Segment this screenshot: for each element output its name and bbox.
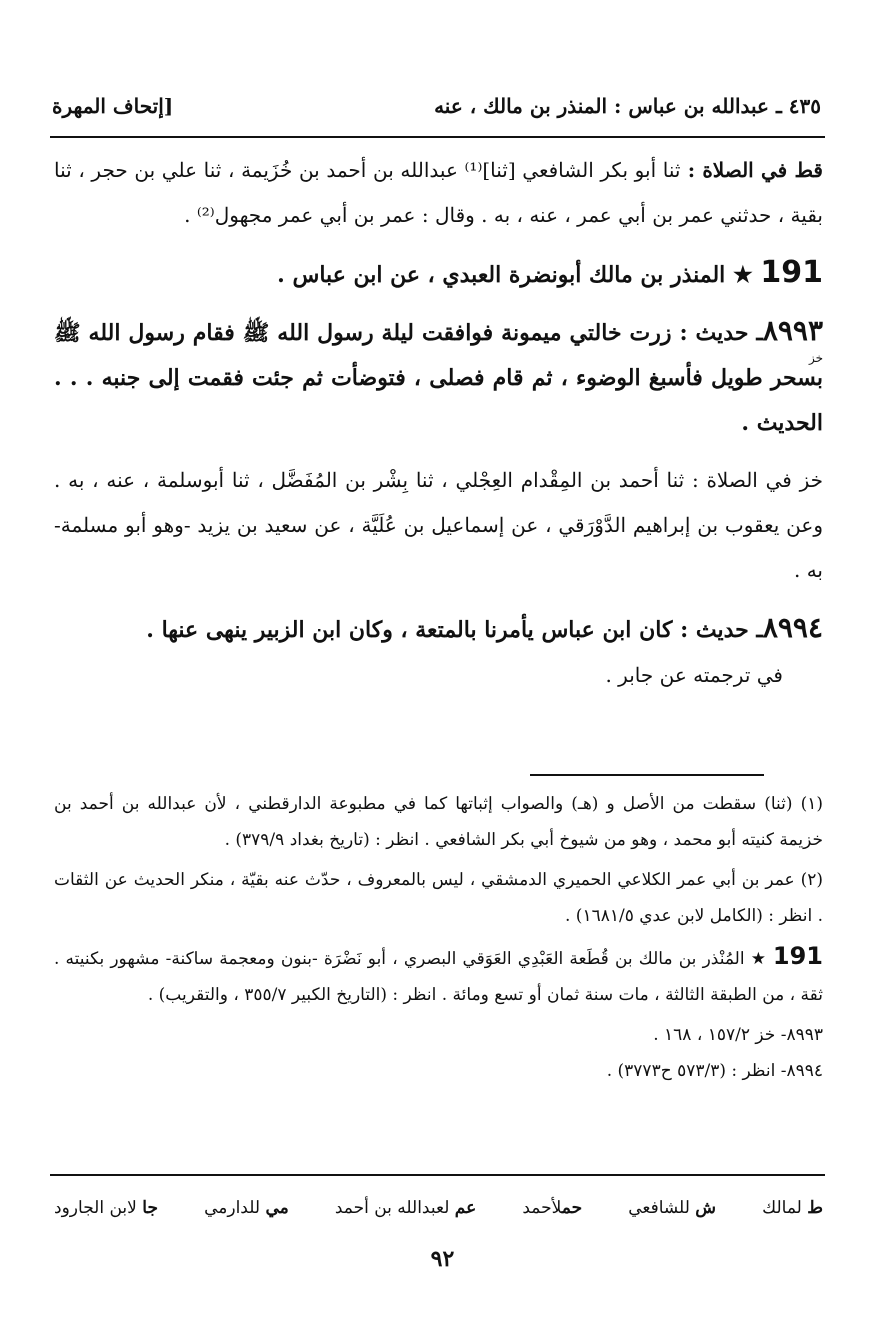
narrator-bio: المُنْذر بن مالك بن قُطَعة العَبْدِي العَوَقي البصري ، أبو نَضْرَة -بنون ومعجمة ساكنة- مشهور بكنيته . ثقة ، من الطبقة الثالثة ، مات سنة ثمان أو تسع ومائة . انظر : (التاريخ الكبير ٣٥٥/٧ ، والتقريب) . — [54, 949, 823, 1005]
abbr-code: مي — [265, 1198, 289, 1218]
hadith-text: ـ حديث : زرت خالتي ميمونة فوافقت ليلة رسول الله ﷺ فقام رسول الله ﷺ بسحر طويل فأسبغ الوضوء ، ثم قام فصلى ، فتوضأت ثم جئت فقمت إلى جنبه . . . الحديث . — [54, 320, 823, 436]
abbr-label: لابن الجارود — [54, 1198, 137, 1218]
main-text — [54, 148, 823, 710]
source-text: ثنا أبو بكر الشافعي [ثنا]⁽¹⁾ عبدالله بن أحمد بن خُزَيمة ، ثنا علي بن حجر ، ثنا بقية ، حدثني عمر بن أبي عمر ، عنه ، به . وقال : عمر بن أبي عمر مجهول⁽²⁾ . — [54, 158, 823, 227]
abbr-code: حم — [561, 1198, 583, 1218]
narrator-heading — [54, 250, 823, 298]
hadith-sigla: خز — [808, 351, 823, 365]
abbreviation-key — [54, 1190, 823, 1226]
footnotes — [54, 786, 823, 1089]
hadith-number: ٨٩٩٣ — [762, 314, 823, 347]
star-icon: ★ — [732, 262, 753, 288]
narrator-number: 191 — [760, 255, 823, 290]
footnote-8993: ٨٩٩٣- خز ١٥٧/٢ ، ١٦٨ . — [653, 1025, 823, 1045]
abbr-item — [54, 1198, 158, 1218]
section-title: ٤٣٥ ـ عبدالله بن عباس : المنذر بن مالك ، عنه — [434, 94, 821, 118]
hadith-8994 — [54, 605, 823, 653]
hadith-reference — [54, 653, 823, 698]
page-number: ٩٢ — [430, 1246, 455, 1272]
hadith-number: ٨٩٩٤ — [762, 611, 823, 644]
bottom-rule — [50, 1174, 825, 1176]
footnote-8994: ٨٩٩٤- انظر : (٥٧٣/٣ ح٣٧٧٣) . — [606, 1061, 823, 1081]
footnote-2: (٢) عمر بن أبي عمر الكلاعي الحميري الدمشقي ، ليس بالمعروف ، حدّث عنه بقيّة ، منكر الحديث عن الثقات . انظر : (الكامل لابن عدي ١٦٨١/٥) . — [54, 870, 823, 926]
source-paragraph-1 — [54, 148, 823, 238]
header-rule — [50, 136, 825, 138]
abbr-label: لأحمد — [522, 1198, 562, 1218]
footnote-1: (١) (ثنا) سقطت من الأصل و (هـ) والصواب إثباتها كما في مطبوعة الدارقطني ، لأن عبدالله بن أحمد بن خزيمة كنيته أبو محمد ، وهو من شيوخ أبي بكر الشافعي . انظر : (تاريخ بغداد ٣٧٩/٩) . — [54, 794, 823, 850]
abbr-item — [628, 1198, 716, 1218]
abbr-code: جا — [142, 1198, 158, 1218]
hadith-text: ـ حديث : كان ابن عباس يأمرنا بالمتعة ، وكان ابن الزبير ينهى عنها . — [146, 617, 763, 643]
hadith-8993 — [54, 308, 823, 446]
abbr-label: لعبدالله بن أحمد — [334, 1198, 450, 1218]
abbr-label: للدارمي — [204, 1198, 261, 1218]
footnote-rule — [530, 774, 764, 776]
abbr-code: ش — [695, 1198, 717, 1218]
reference-text: في ترجمته عن جابر . — [605, 663, 783, 687]
star-icon: ★ — [750, 949, 767, 969]
source-paragraph-2 — [54, 458, 823, 593]
abbr-item — [204, 1198, 289, 1218]
abbr-code: ط — [807, 1198, 823, 1218]
abbr-label: لمالك — [762, 1198, 802, 1218]
abbr-code: عم — [454, 1198, 477, 1218]
narrator-text: المنذر بن مالك أبونضرة العبدي ، عن ابن عباس . — [277, 262, 726, 288]
abbr-item — [335, 1198, 476, 1218]
source-lead: قط في الصلاة : — [680, 158, 823, 182]
footnote-narrator — [54, 938, 823, 1013]
abbr-label: للشافعي — [628, 1198, 690, 1218]
abbr-item — [762, 1198, 823, 1218]
book-title: [إتحاف المهرة — [52, 94, 174, 118]
source-text: خز في الصلاة : ثنا أحمد بن المِقْدام العِجْلي ، ثنا بِشْر بن المُفَضَّل ، ثنا أبوسلمة ، عنه ، به . وعن يعقوب بن إبراهيم الدَّوْرَقي ، عن إسماعيل بن عُلَيَّة ، عن سعيد بن يزيد -وهو أبو مسلمة- به . — [54, 468, 823, 582]
abbr-item — [522, 1198, 582, 1218]
running-head — [52, 86, 821, 126]
narrator-number: 191 — [772, 942, 824, 970]
